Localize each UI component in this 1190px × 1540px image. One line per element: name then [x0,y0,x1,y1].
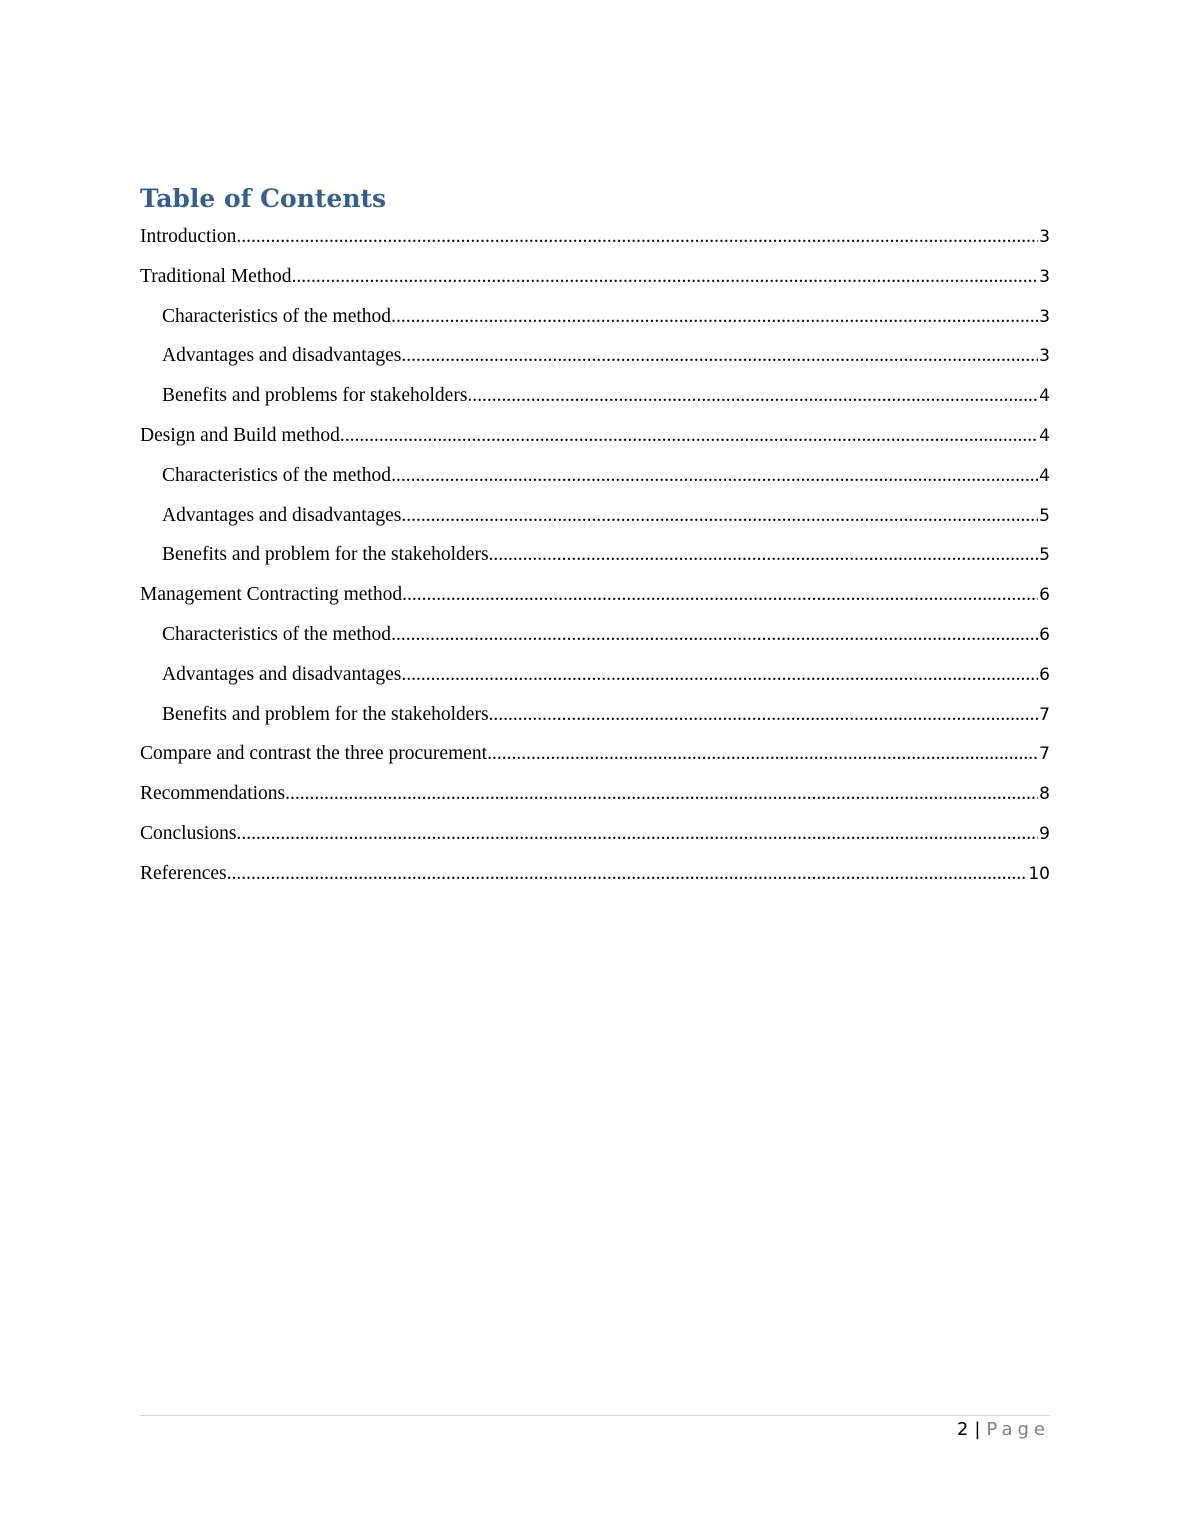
toc-entry-label: Traditional Method [140,265,292,287]
toc-dot-leader [401,336,1038,376]
toc-entry-page-number: 4 [1039,425,1050,446]
toc-entry[interactable] [140,456,1050,496]
toc-entry[interactable] [140,615,1050,655]
toc-entry-page-number: 6 [1039,664,1050,685]
toc-dot-leader [489,695,1039,735]
toc-entry[interactable] [140,854,1050,894]
toc-dot-leader [236,814,1038,854]
toc-entry-label: Characteristics of the method [162,305,392,327]
footer-page-word: Page [986,1419,1050,1440]
toc-dot-leader [467,376,1038,416]
toc-entry-page-number: 3 [1039,266,1050,287]
toc-entry-page-number: 4 [1039,465,1050,486]
toc-dot-leader [391,297,1038,337]
toc-entry-label: Design and Build method [140,424,340,446]
toc-title: Table of Contents [140,184,387,213]
toc-list [140,217,1050,894]
toc-entry-label: References [140,862,227,884]
toc-dot-leader [340,416,1038,456]
toc-entry-page-number: 3 [1039,346,1050,367]
toc-entry-label: Benefits and problem for the stakeholders [162,544,489,566]
toc-entry[interactable] [140,655,1050,695]
toc-entry[interactable] [140,297,1050,337]
toc-entry-label: Management Contracting method [140,584,403,606]
page-footer [957,1419,1050,1440]
toc-entry-label: Recommendations [140,783,286,805]
toc-entry-page-number: 6 [1039,585,1050,606]
toc-entry-label: Benefits and problems for stakeholders [162,385,468,407]
toc-entry[interactable] [140,575,1050,615]
toc-entry-label: Characteristics of the method [162,464,392,486]
footer-divider [140,1415,1050,1416]
toc-entry-page-number: 8 [1039,784,1050,805]
toc-dot-leader [391,615,1038,655]
toc-entry[interactable] [140,695,1050,735]
toc-entry-label: Conclusions [140,822,237,844]
toc-entry[interactable] [140,416,1050,456]
toc-dot-leader [487,734,1038,774]
toc-dot-leader [401,655,1038,695]
toc-entry[interactable] [140,496,1050,536]
toc-entry-page-number: 6 [1039,624,1050,645]
toc-entry-label: Benefits and problem for the stakeholders [162,703,489,725]
toc-entry[interactable] [140,814,1050,854]
toc-entry-label: Introduction [140,226,237,247]
toc-dot-leader [285,774,1038,814]
toc-entry[interactable] [140,336,1050,376]
toc-entry[interactable] [140,535,1050,575]
toc-entry-page-number: 7 [1039,744,1050,765]
toc-entry[interactable] [140,217,1050,257]
toc-dot-leader [391,456,1038,496]
toc-entry[interactable] [140,257,1050,297]
toc-entry-page-number: 4 [1039,386,1050,407]
toc-entry-page-number: 3 [1039,306,1050,327]
toc-dot-leader [489,535,1039,575]
toc-entry[interactable] [140,774,1050,814]
toc-entry-page-number: 5 [1039,505,1050,526]
toc-entry[interactable] [140,734,1050,774]
toc-entry-page-number: 10 [1028,863,1050,884]
toc-dot-leader [401,496,1038,536]
toc-dot-leader [236,217,1038,257]
toc-dot-leader [227,854,1028,894]
toc-entry-page-number: 5 [1039,545,1050,566]
toc-entry[interactable] [140,376,1050,416]
toc-entry-page-number: 3 [1039,227,1050,247]
toc-entry-label: Advantages and disadvantages [162,345,402,367]
footer-separator: | [974,1419,981,1440]
toc-entry-label: Characteristics of the method [162,623,392,645]
toc-entry-page-number: 9 [1039,823,1050,844]
toc-entry-label: Advantages and disadvantages [162,504,402,526]
toc-entry-label: Advantages and disadvantages [162,663,402,685]
footer-page-number: 2 [956,1419,969,1440]
toc-entry-page-number: 7 [1039,704,1050,725]
toc-dot-leader [292,257,1039,297]
toc-dot-leader [402,575,1038,615]
toc-entry-label: Compare and contrast the three procurement [140,743,488,765]
